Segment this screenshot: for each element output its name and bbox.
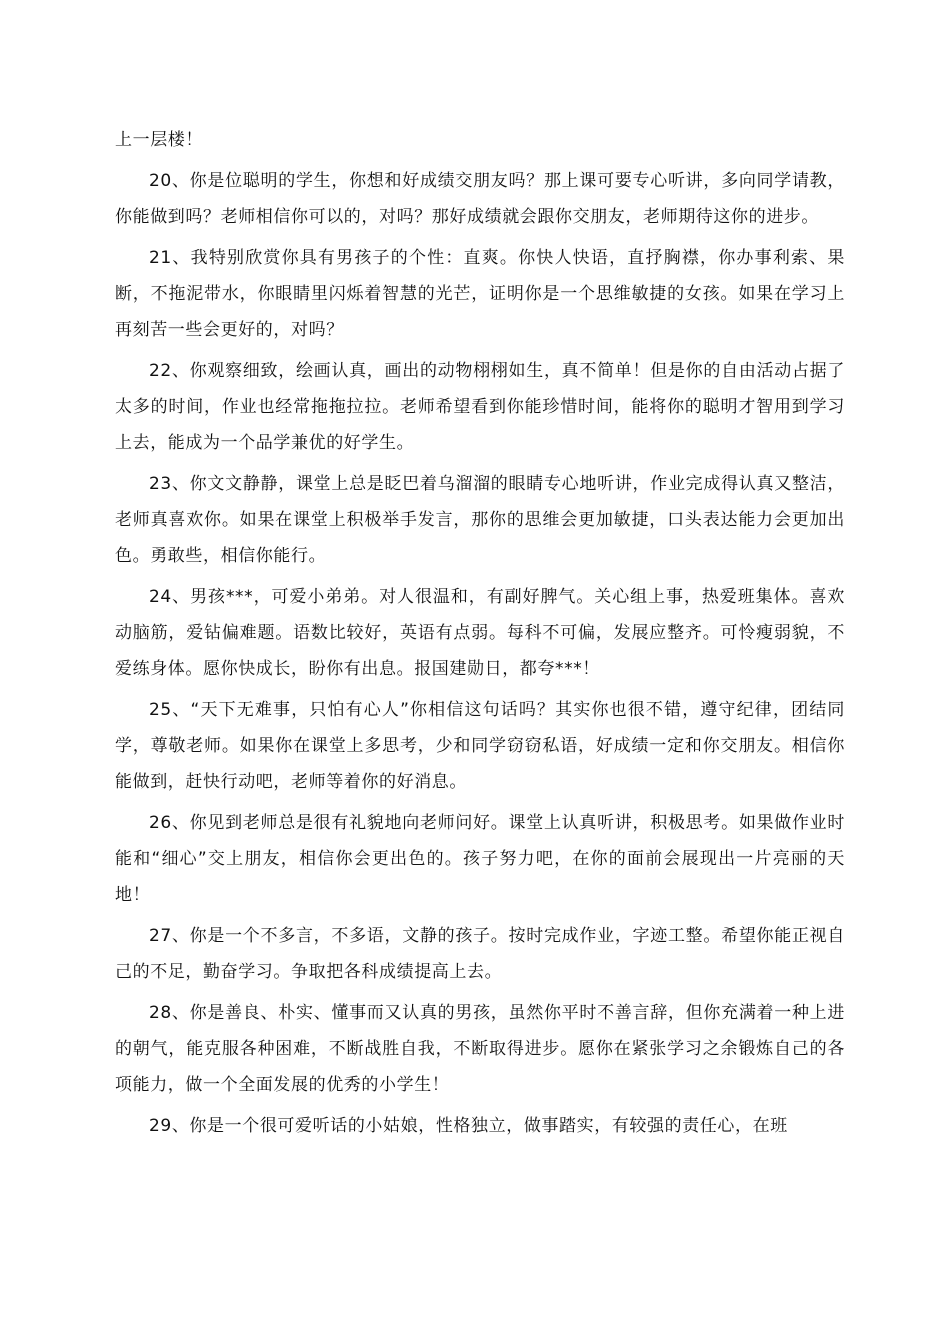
comment-29: 29、你是一个很可爱听话的小姑娘，性格独立，做事踏实，有较强的责任心，在班 (149, 1116, 788, 1136)
comment-22: 22、你观察细致，绘画认真，画出的动物栩栩如生，真不简单！但是你的自由活动占据了太多的时间，作业也经常拖拖拉拉。老师希望看到你能珍惜时间，能将你的聪明才智用到学习上去，能成为一个品学兼优的好学生。 (115, 361, 845, 453)
comment-20: 20、你是位聪明的学生，你想和好成绩交朋友吗？那上课可要专心听讲，多向同学请教，你能做到吗？老师相信你可以的，对吗？那好成绩就会跟你交朋友，老师期待这你的进步。 (115, 171, 845, 227)
paragraph-continuation: 上一层楼！ (115, 130, 203, 150)
comment-26: 26、你见到老师总是很有礼貌地向老师问好。课堂上认真听讲，积极思考。如果做作业时能和“细心”交上朋友，相信你会更出色的。孩子努力吧，在你的面前会展现出一片亮丽的天地！ (115, 813, 845, 905)
comment-24: 24、男孩***，可爱小弟弟。对人很温和，有副好脾气。关心组上事，热爱班集体。喜欢动脑筋，爱钻偏难题。语数比较好，英语有点弱。每科不可偏，发展应整齐。可怜瘦弱貌，不爱练身体。愿你快成长，盼你有出息。报国建勋日，都夸***！ (115, 587, 845, 679)
document-body (115, 122, 845, 1149)
comment-28: 28、你是善良、朴实、懂事而又认真的男孩，虽然你平时不善言辞，但你充满着一种上进的朝气，能克服各种困难，不断战胜自我，不断取得进步。愿你在紧张学习之余锻炼自己的各项能力，做一个全面发展的优秀的小学生！ (115, 1003, 845, 1095)
comment-21: 21、我特别欣赏你具有男孩子的个性：直爽。你快人快语，直抒胸襟，你办事利索、果断，不拖泥带水，你眼睛里闪烁着智慧的光芒，证明你是一个思维敏捷的女孩。如果在学习上再刻苦一些会更好的，对吗？ (115, 248, 845, 340)
comment-25: 25、“天下无难事，只怕有心人”你相信这句话吗？其实你也很不错，遵守纪律，团结同学，尊敬老师。如果你在课堂上多思考，少和同学窃窃私语，好成绩一定和你交朋友。相信你能做到，赶快行动吧，老师等着你的好消息。 (115, 700, 845, 792)
comment-27: 27、你是一个不多言，不多语，文静的孩子。按时完成作业，字迹工整。希望你能正视自己的不足，勤奋学习。争取把各科成绩提高上去。 (115, 926, 845, 982)
comment-23: 23、你文文静静，课堂上总是眨巴着乌溜溜的眼睛专心地听讲，作业完成得认真又整洁，老师真喜欢你。如果在课堂上积极举手发言，那你的思维会更加敏捷，口头表达能力会更加出色。勇敢些，相信你能行。 (115, 474, 845, 566)
